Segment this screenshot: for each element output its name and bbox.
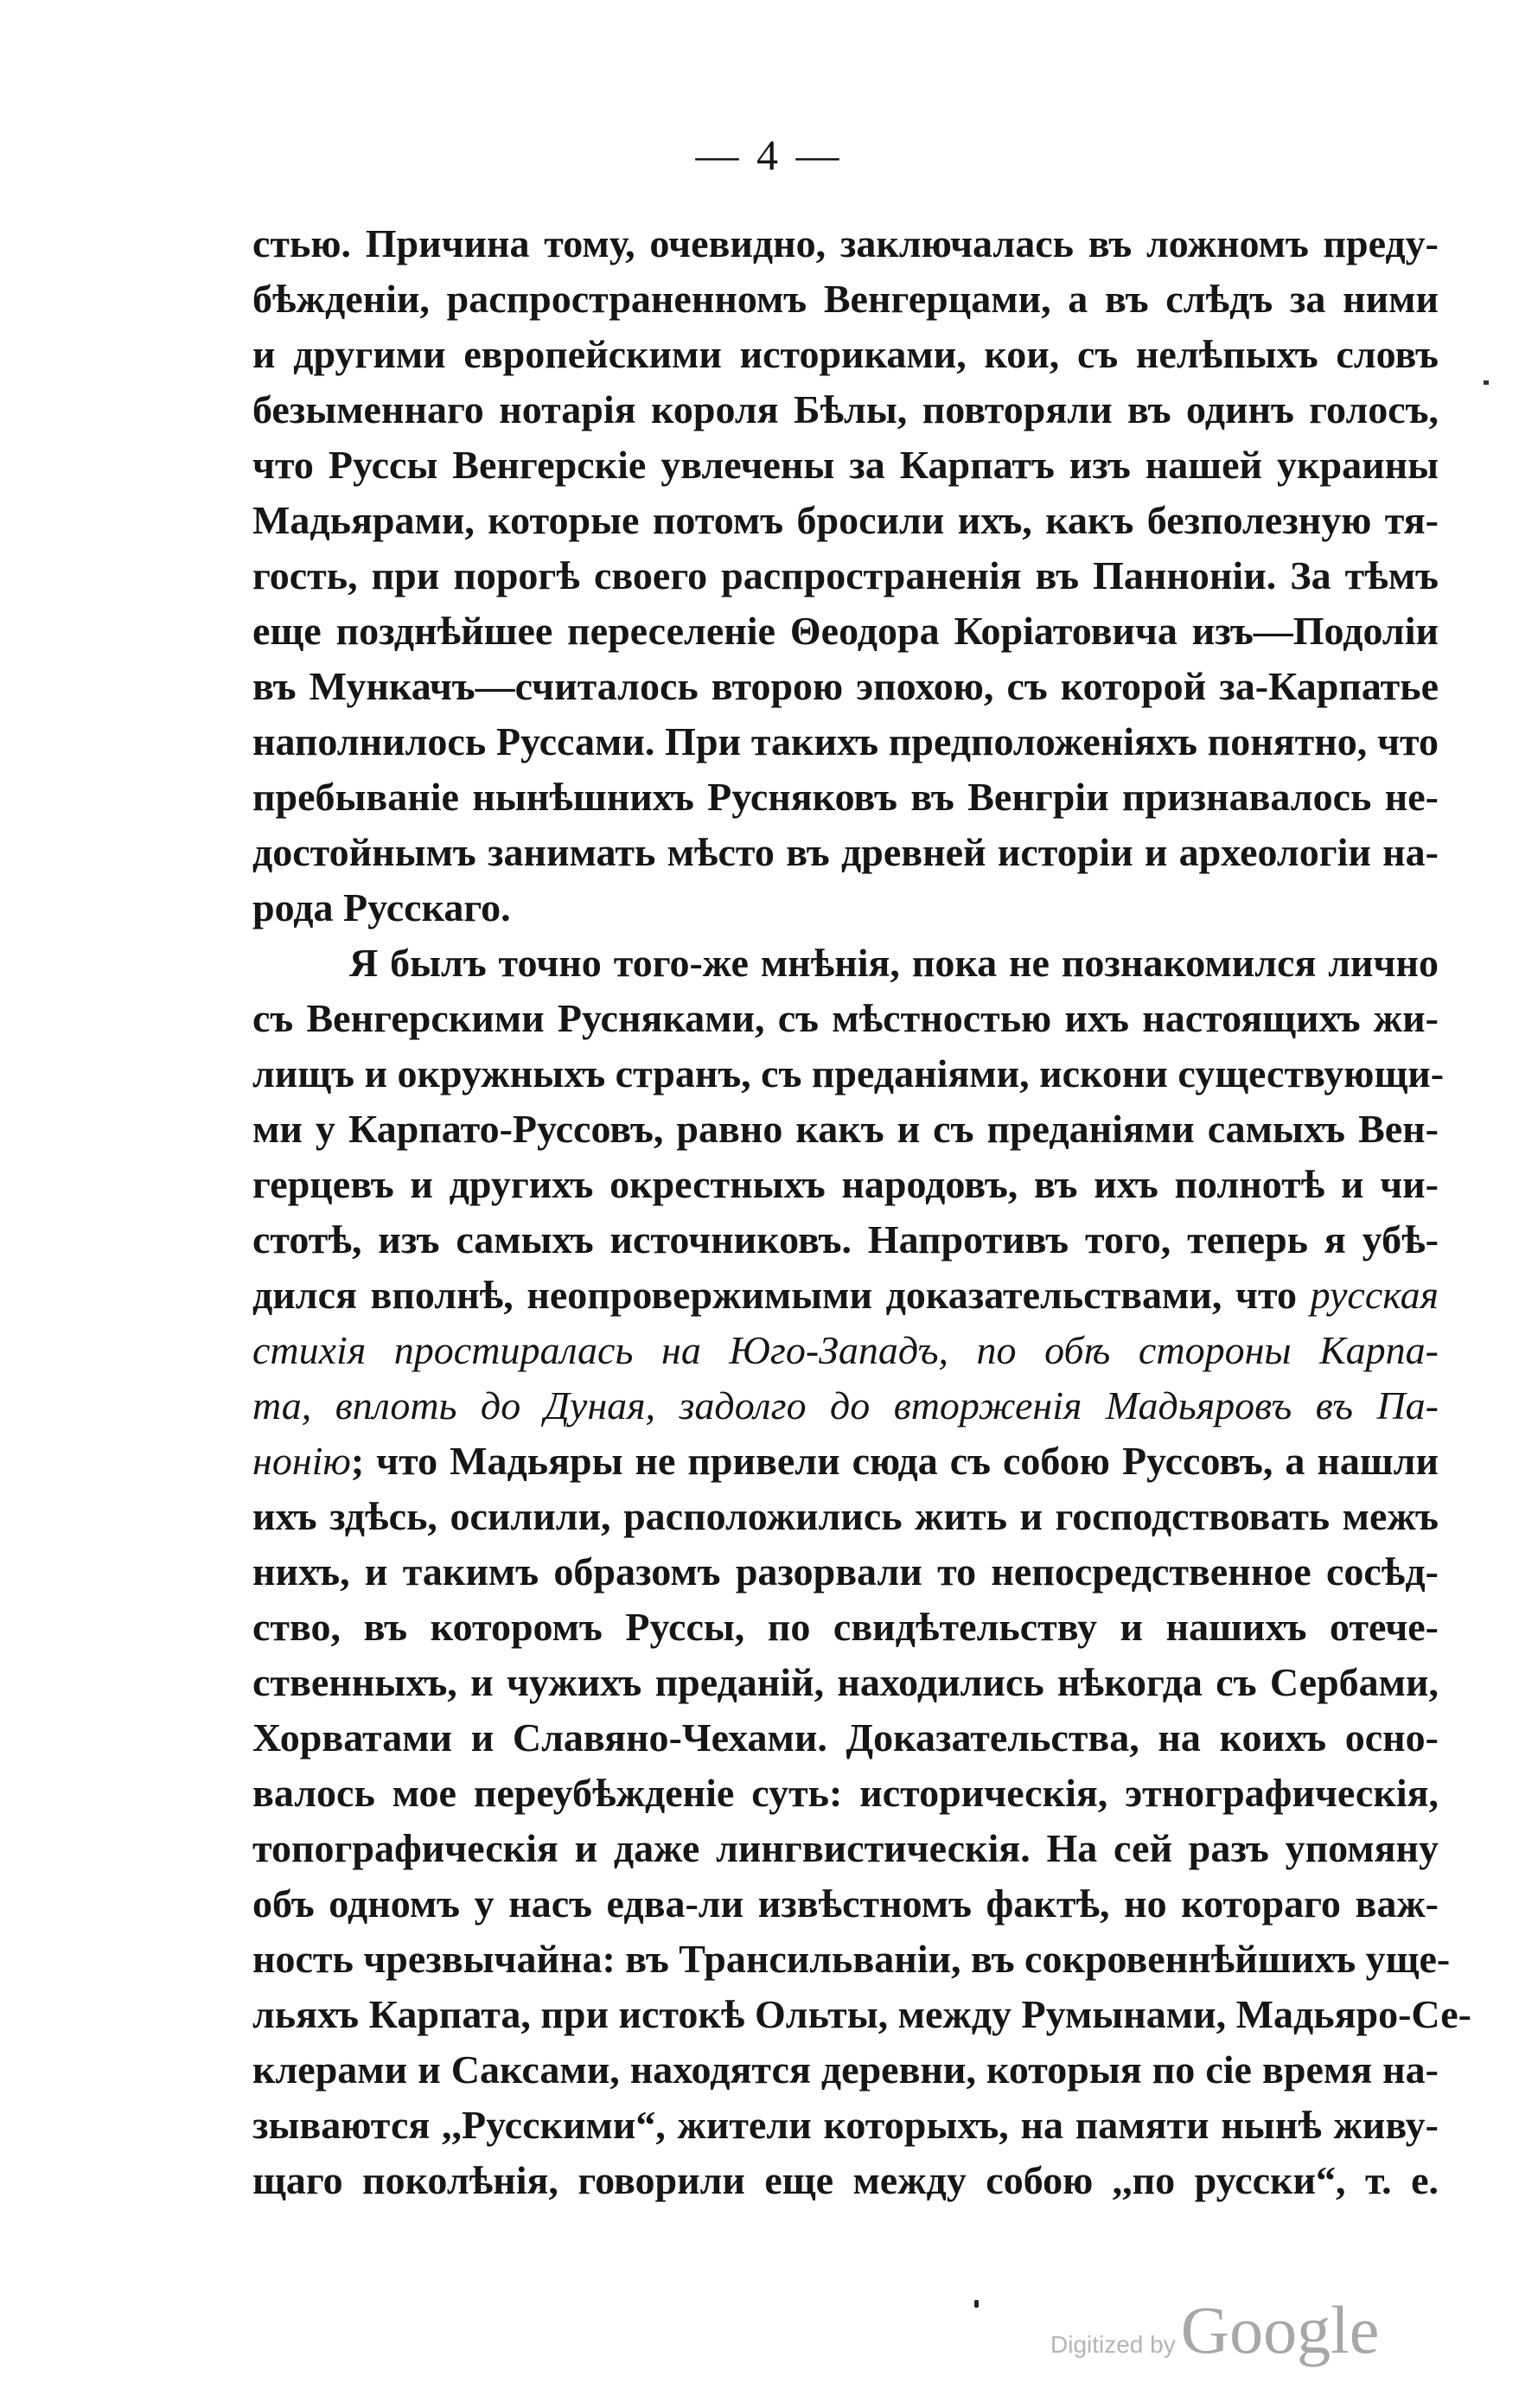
text-line-mixed — [252, 1268, 1439, 1323]
text-span: ; что Мадьяры не привели сюда съ собою Руссовъ, а нашли — [350, 1439, 1439, 1483]
text-line: объ одномъ у насъ едва-ли извѣстномъ фактѣ, но котораго важ- — [252, 1881, 1439, 1926]
digitized-label: Digitized by — [1050, 2331, 1176, 2358]
text-line: въ Мункачъ—считалось второю эпохою, съ которой за-Карпатье — [252, 664, 1439, 708]
text-line: ихъ здѣсь, осилили, расположились жить и господствовать межъ — [252, 1494, 1439, 1538]
text-line: клерами и Саксами, находятся деревни, которыя по сіе время на- — [252, 2047, 1439, 2092]
text-line: съ Венгерскими Русняками, съ мѣстностью ихъ настоящихъ жи- — [252, 996, 1439, 1040]
text-line: достойнымъ занимать мѣсто въ древней исторіи и археологіи на- — [252, 830, 1439, 874]
ink-speck — [974, 2300, 979, 2308]
text-line: Хорватами и Славяно-Чехами. Доказательства, на коихъ осно- — [252, 1715, 1439, 1760]
text-line: щаго поколѣнія, говорили еще между собою ,,по русски“, т. е. — [252, 2158, 1439, 2202]
text-line: еще позднѣйшее переселеніе Θеодора Коріатовича изъ—Подоліи — [252, 609, 1439, 653]
text-line: наполнилось Руссами. При такихъ предположеніяхъ понятно, что — [252, 719, 1439, 763]
italic-span: русская — [1310, 1273, 1439, 1317]
italic-line: та, вплоть до Дуная, задолго до вторженія Мадьяровъ въ Па- — [252, 1383, 1439, 1428]
text-line: что Руссы Венгерскіе увлечены за Карпатъ изъ нашей украины — [252, 443, 1439, 487]
text-line-mixed — [252, 1434, 1439, 1489]
text-line: Я былъ точно того-же мнѣнія, пока не познакомился лично — [349, 941, 1439, 985]
text-line: рода Русскаго. — [252, 885, 511, 929]
text-line: Мадьярами, которые потомъ бросили ихъ, какъ безполезную тя- — [252, 498, 1439, 542]
text-line: льяхъ Карпата, при истокѣ Ольты, между Румынами, Мадьяро-Се- — [252, 1992, 1471, 2036]
text-line: ство, въ которомъ Руссы, по свидѣтельству и нашихъ отече- — [252, 1605, 1439, 1649]
italic-span: нонію — [252, 1439, 351, 1483]
text-line: нихъ, и такимъ образомъ разорвали то непосредственное сосѣд- — [252, 1549, 1439, 1594]
text-line: безыменнаго нотарія короля Бѣлы, повторяли въ одинъ голосъ, — [252, 387, 1439, 431]
page-number: — 4 — — [695, 131, 843, 179]
body-text — [252, 216, 1471, 2208]
text-line: гость, при порогѣ своего распространенія въ Паннонiи. За тѣмъ — [252, 553, 1439, 597]
italic-line: стихія простиралась на Юго-Западъ, по обѣ стороны Карпа- — [252, 1328, 1439, 1372]
text-line: топографическія и даже лингвистическія. На сей разъ упомяну — [252, 1826, 1439, 1870]
text-line: бѣжденіи, распространенномъ Венгерцами, а въ слѣдъ за ними — [252, 277, 1439, 321]
text-line: зываются ,,Русскими“, жители которыхъ, на памяти нынѣ живу- — [252, 2103, 1439, 2147]
text-line: и другими европейскими историками, кои, съ нелѣпыхъ словъ — [252, 332, 1439, 376]
text-line: валось мое переубѣжденіе суть: историческія, этнографическія, — [252, 1771, 1439, 1815]
google-logo: Google — [1180, 2292, 1380, 2367]
text-line: лищъ и окружныхъ странъ, съ преданіями, искони существующи- — [252, 1051, 1445, 1095]
text-line: пребываніе нынѣшнихъ Русняковъ въ Венгріи признавалось не- — [252, 775, 1439, 819]
text-line: ми у Карпато-Руссовъ, равно какъ и съ преданіями самыхъ Вен- — [252, 1107, 1439, 1151]
text-line: герцевъ и другихъ окрестныхъ народовъ, въ ихъ полнотѣ и чи- — [252, 1162, 1439, 1206]
text-line: ность чрезвычайна: въ Трансильваніи, въ сокровеннѣйшихъ уще- — [252, 1937, 1451, 1981]
text-span: дился вполнѣ, неопровержимыми доказательствами, что — [252, 1273, 1297, 1317]
ink-speck — [1484, 380, 1489, 385]
text-line: стотѣ, изъ самыхъ источниковъ. Напротивъ того, теперь я убѣ- — [252, 1217, 1439, 1261]
digitized-watermark — [1050, 2291, 1380, 2367]
text-line: стью. Причина тому, очевидно, заключалась въ ложномъ преду- — [252, 221, 1439, 265]
text-line: ственныхъ, и чужихъ преданій, находились нѣкогда съ Сербами, — [252, 1660, 1439, 1704]
